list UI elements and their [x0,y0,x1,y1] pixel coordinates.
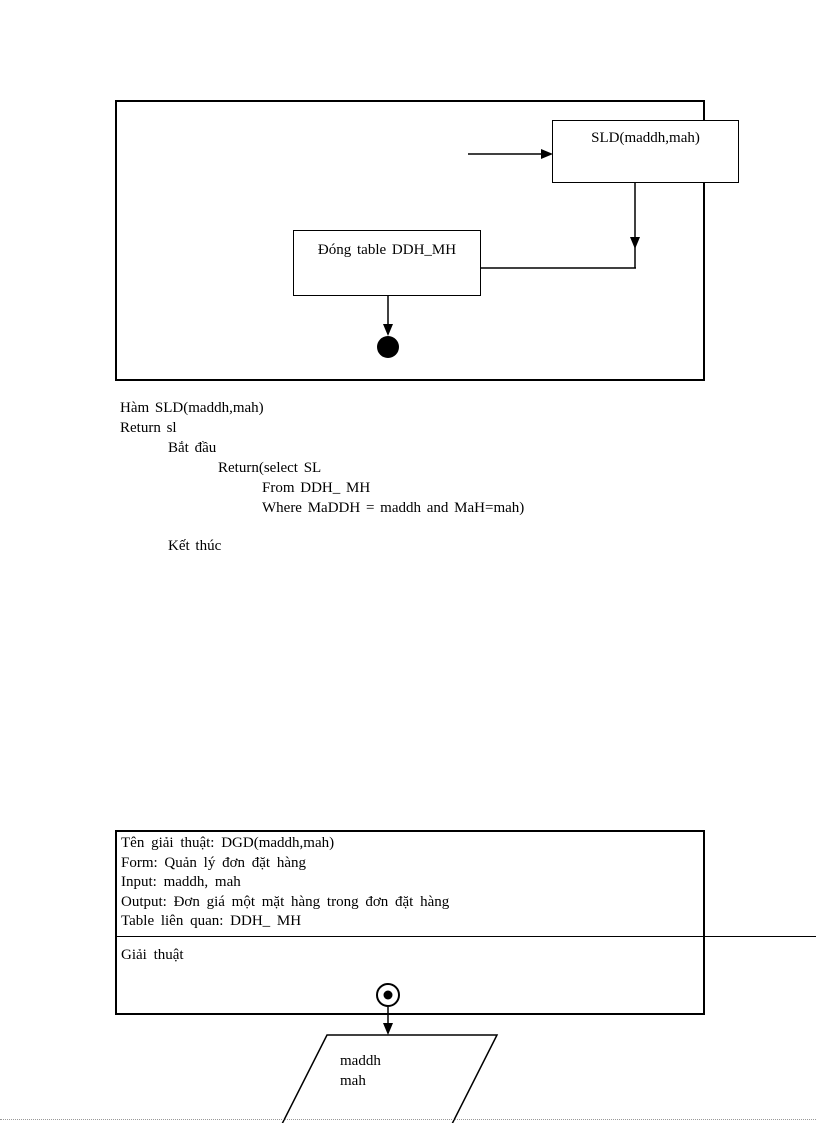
io-value-maddh: maddh [340,1053,381,1069]
pseudocode-line: Where MaDDH = maddh and MaH=mah) [262,500,525,516]
pseudocode-line: Return(select SL [218,460,322,476]
sld-process-node [552,120,739,183]
spec-row-input: Input: maddh, mah [121,874,241,890]
pseudocode-line: Return sl [120,420,177,436]
page-bottom-dotted-line [0,1119,816,1120]
io-value-mah: mah [340,1073,366,1089]
pseudocode-line: Kết thúc [168,538,222,554]
spec-table-divider-line [115,936,816,937]
spec-row-output: Output: Đơn giá một mặt hàng trong đơn đặt hàng [121,893,450,910]
spec-row-table: Table liên quan: DDH_ MH [121,913,302,929]
pseudocode-line: Bắt đầu [168,440,217,456]
pseudocode-line: Hàm SLD(maddh,mah) [120,400,264,416]
pseudocode-blank-line [120,518,524,536]
close-table-label: Đóng table DDH_MH [317,242,457,258]
close-table-node [293,230,481,296]
algorithm-section-label: Giải thuật [121,947,184,963]
spec-table-rows [121,834,697,932]
sld-process-label: SLD(maddh,mah) [591,130,700,146]
pseudocode-line: From DDH_ MH [262,480,371,496]
spec-row-name: Tên giải thuật: DGD(maddh,mah) [121,835,335,851]
pseudocode-block [120,398,524,556]
arrowhead-down-icon [383,1023,393,1035]
spec-row-form: Form: Quản lý đơn đặt hàng [121,854,306,871]
io-parallelogram [282,1035,497,1123]
